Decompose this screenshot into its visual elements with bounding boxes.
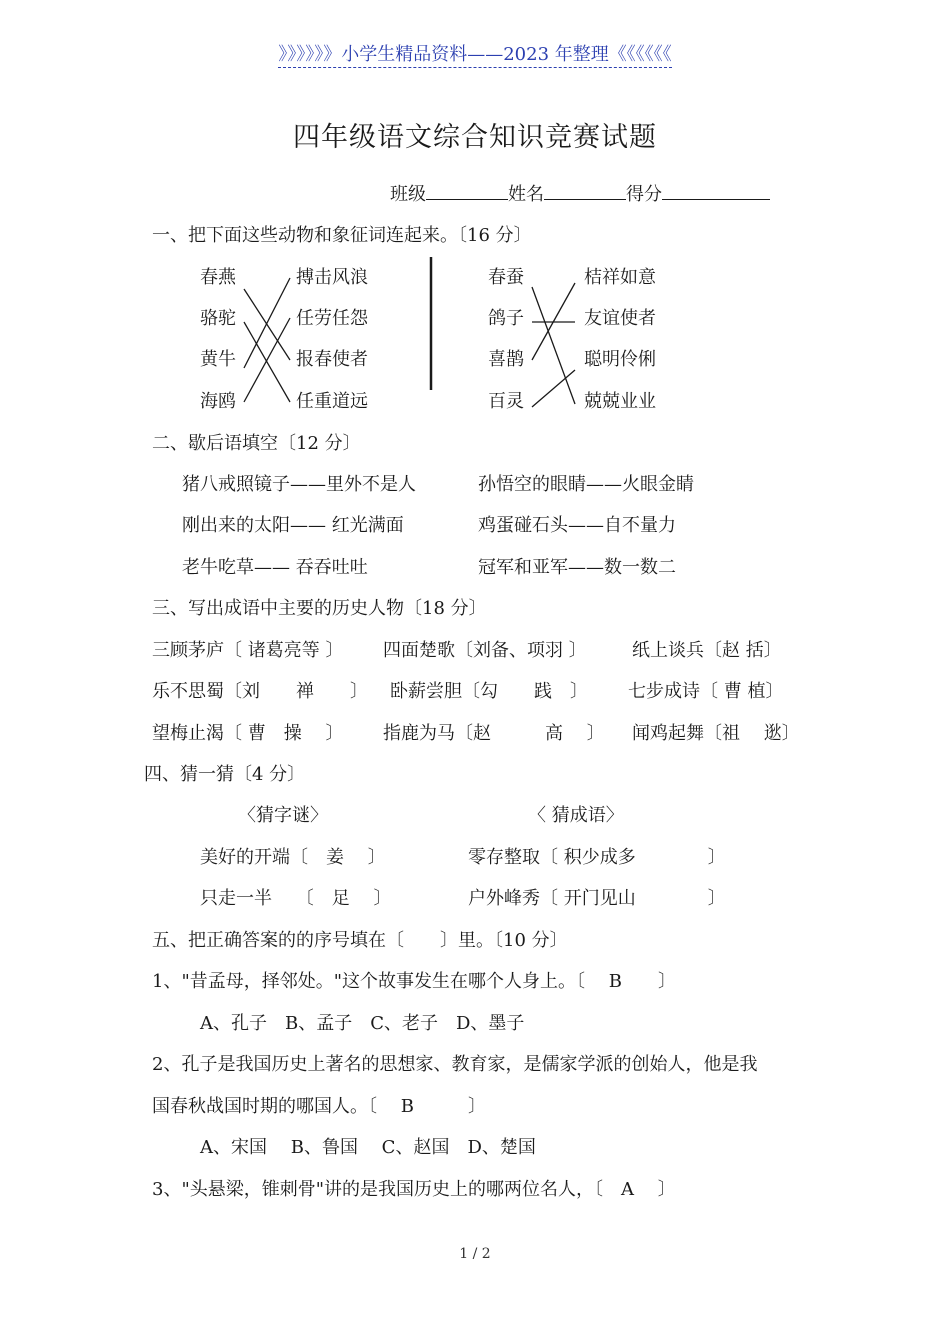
header-link[interactable]: 》》》》》》小学生精品资料——2023 年整理《《《《《《	[0, 40, 950, 66]
left-word: 搏击风浪	[296, 267, 368, 288]
page-number: 1 / 2	[459, 1246, 491, 1262]
question-1: 1、"昔孟母，择邻处。"这个故事发生在哪个人身上。〔 B 〕	[152, 971, 676, 992]
xiehouyu-item: 刚出来的太阳—— 红光满面	[182, 515, 404, 536]
riddle-subheading: 〈猜字谜〉	[238, 805, 328, 826]
left-word: 报春使者	[296, 349, 368, 370]
match-line	[244, 289, 290, 360]
class-label: 班级	[390, 184, 426, 205]
xiehouyu-item: 猪八戒照镜子——里外不是人	[182, 474, 416, 495]
score-label: 得分	[626, 184, 662, 205]
question-2-line-1: 2、孔子是我国历史上著名的思想家、教育家，是儒家学派的创始人，他是我	[152, 1054, 758, 1075]
right-word: 桔祥如意	[584, 267, 656, 288]
match-line	[532, 287, 575, 404]
idiom-item: 纸上谈兵〔赵 括〕	[632, 640, 782, 661]
section-5-heading: 五、把正确答案的的序号填在〔 〕里。〔10 分〕	[152, 930, 568, 951]
question-3: 3、"头悬梁，锥刺骨"讲的是我国历史上的哪两位名人，〔 A 〕	[152, 1179, 676, 1200]
section-3-heading: 三、写出成语中主要的历史人物〔18 分〕	[152, 598, 487, 619]
right-word: 友谊使者	[584, 308, 656, 329]
idiom-item: 闻鸡起舞〔祖 逖〕	[632, 723, 800, 744]
idiom-guess-item: 零存整取〔 积少成多 〕	[468, 847, 726, 868]
riddle-item: 只走一半 〔 足 〕	[200, 888, 392, 909]
right-word: 聪明伶俐	[584, 349, 656, 370]
idiom-item: 三顾茅庐〔 诸葛亮等 〕	[152, 640, 344, 661]
left-animal: 春燕	[200, 267, 236, 288]
xiehouyu-item: 冠军和亚军——数一数二	[478, 557, 676, 578]
left-animal: 骆驼	[200, 308, 236, 329]
idiom-item: 望梅止渴〔 曹 操 〕	[152, 723, 344, 744]
xiehouyu-item: 老牛吃草—— 吞吞吐吐	[182, 557, 368, 578]
left-word: 任重道远	[296, 391, 368, 412]
page-title: 四年级语文综合知识竞赛试题	[293, 122, 657, 153]
left-animal: 黄牛	[200, 349, 236, 370]
idiom-item: 七步成诗〔 曹 植〕	[628, 681, 784, 702]
right-animal: 百灵	[488, 391, 524, 412]
section-4-heading: 四、猜一猜〔4 分〕	[144, 764, 306, 785]
right-animal: 春蚕	[488, 267, 524, 288]
question-2-options: A、宋国 B、鲁国 C、赵国 D、楚国	[200, 1137, 536, 1158]
idiom-item: 卧薪尝胆〔勾 践 〕	[390, 681, 588, 702]
match-line	[244, 278, 290, 368]
idiom-guess-subheading: 〈 猜成语〉	[528, 805, 624, 826]
section-1-heading: 一、把下面这些动物和象征词连起来。〔16 分〕	[152, 225, 532, 246]
right-animal: 鸽子	[488, 308, 524, 329]
riddle-item: 美好的开端〔 姜 〕	[200, 847, 386, 868]
idiom-item: 指鹿为马〔赵 高 〕	[383, 723, 605, 744]
idiom-item: 乐不思蜀〔刘 禅 〕	[152, 681, 368, 702]
match-line	[532, 370, 575, 407]
right-word: 兢兢业业	[584, 391, 656, 412]
left-word: 任劳任怨	[296, 308, 368, 329]
name-label: 姓名	[508, 184, 544, 205]
xiehouyu-item: 孙悟空的眼睛——火眼金睛	[478, 474, 694, 495]
idiom-item: 四面楚歌〔刘备、项羽 〕	[383, 640, 587, 661]
question-1-options: A、孔子 B、孟子 C、老子 D、墨子	[200, 1013, 525, 1034]
left-animal: 海鸥	[200, 391, 236, 412]
idiom-guess-item: 户外峰秀〔 开门见山 〕	[468, 888, 726, 909]
question-2-line-2: 国春秋战国时期的哪国人。〔 B 〕	[152, 1096, 486, 1117]
xiehouyu-item: 鸡蛋碰石头——自不量力	[478, 515, 676, 536]
right-animal: 喜鹊	[488, 349, 524, 370]
section-2-heading: 二、歇后语填空〔12 分〕	[152, 433, 361, 454]
